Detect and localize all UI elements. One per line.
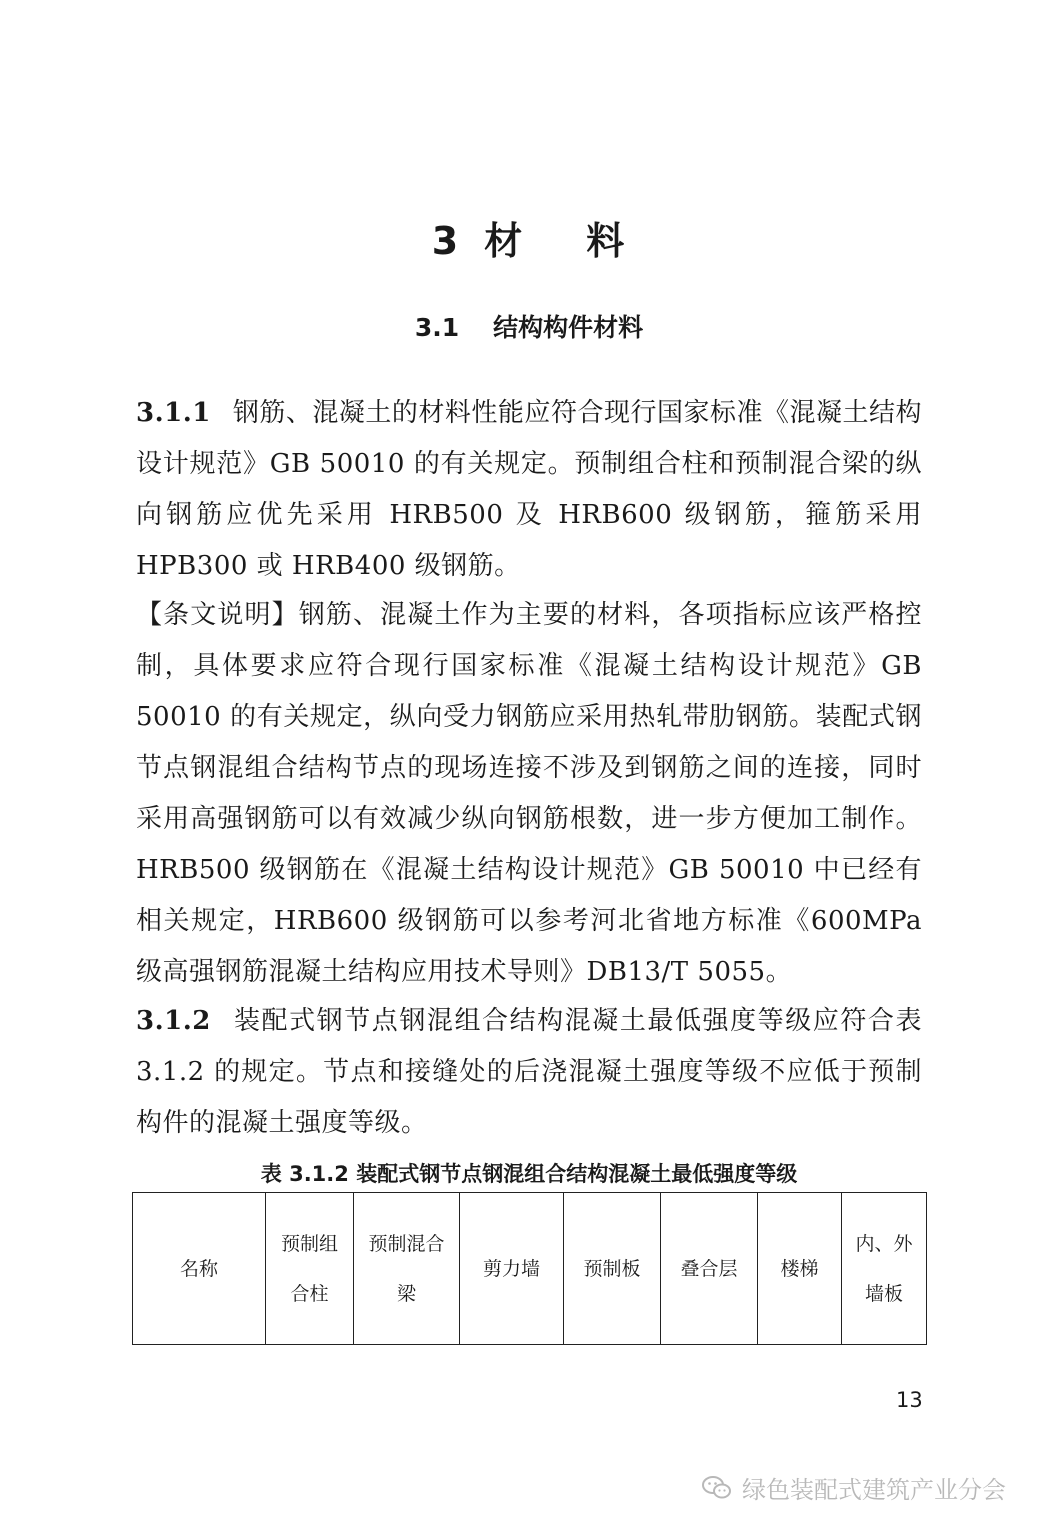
- watermark-text: 绿色装配式建筑产业分会: [742, 1476, 1006, 1504]
- table-header-cell: 内、外墙板: [842, 1193, 927, 1345]
- watermark: [702, 1470, 1006, 1505]
- clause-number: 3.1.1: [136, 398, 211, 428]
- clause-number: 3.1.2: [136, 1006, 211, 1036]
- clause-text: 装配式钢节点钢混组合结构混凝土最低强度等级应符合表 3.1.2 的规定。节点和接缝处的后浇混凝土强度等级不应低于预制构件的混凝土强度等级。: [136, 1006, 922, 1138]
- wechat-icon: [702, 1475, 732, 1501]
- table-header-cell: 楼梯: [758, 1193, 842, 1345]
- table-header-cell: 预制组合柱: [266, 1193, 354, 1345]
- clause-3-1-1: [136, 388, 922, 592]
- table-header-cell: 预制板: [564, 1193, 661, 1345]
- table-header-cell: 预制混合梁: [354, 1193, 460, 1345]
- section-title: [0, 308, 1058, 344]
- section-title-text: 结构构件材料: [493, 313, 644, 342]
- clause-text: 钢筋、混凝土的材料性能应符合现行国家标准《混凝土结构设计规范》GB 50010 的有关规定。预制组合柱和预制混合梁的纵向钢筋应优先采用 HRB500 及 HRB600 级钢筋，箍筋采用 HPB300 或 HRB400 级钢筋。: [136, 398, 922, 581]
- chapter-title: [0, 210, 1058, 265]
- clause-3-1-2: [136, 996, 922, 1149]
- commentary-text: 【条文说明】钢筋、混凝土作为主要的材料，各项指标应该严格控制，具体要求应符合现行国家标准《混凝土结构设计规范》GB 50010 的有关规定，纵向受力钢筋应采用热轧带肋钢筋。装配式钢节点钢混组合结构节点的现场连接不涉及到钢筋之间的连接，同时采用高强钢筋可以有效减少纵向钢筋根数，进一步方便加工制作。HRB500 级钢筋在《混凝土结构设计规范》GB 50010 中已经有相关规定，HRB600 级钢筋可以参考河北省地方标准《600MPa 级高强钢筋混凝土结构应用技术导则》DB13/T 5055。: [136, 600, 922, 987]
- page-number: 13: [896, 1388, 923, 1412]
- table-header-cell: 剪力墙: [460, 1193, 564, 1345]
- clause-commentary: [136, 590, 922, 998]
- table-caption: 表 3.1.2 装配式钢节点钢混组合结构混凝土最低强度等级: [260, 1162, 798, 1186]
- chapter-number: 3: [431, 219, 461, 263]
- table-header-row: [133, 1193, 927, 1345]
- chapter-title-char-2: 料: [586, 219, 627, 263]
- concrete-grade-table: [132, 1192, 927, 1345]
- table-header-cell: 叠合层: [661, 1193, 758, 1345]
- table-header-cell: 名称: [133, 1193, 266, 1345]
- chapter-title-char-1: 材: [484, 219, 525, 263]
- section-number: 3.1: [414, 313, 460, 342]
